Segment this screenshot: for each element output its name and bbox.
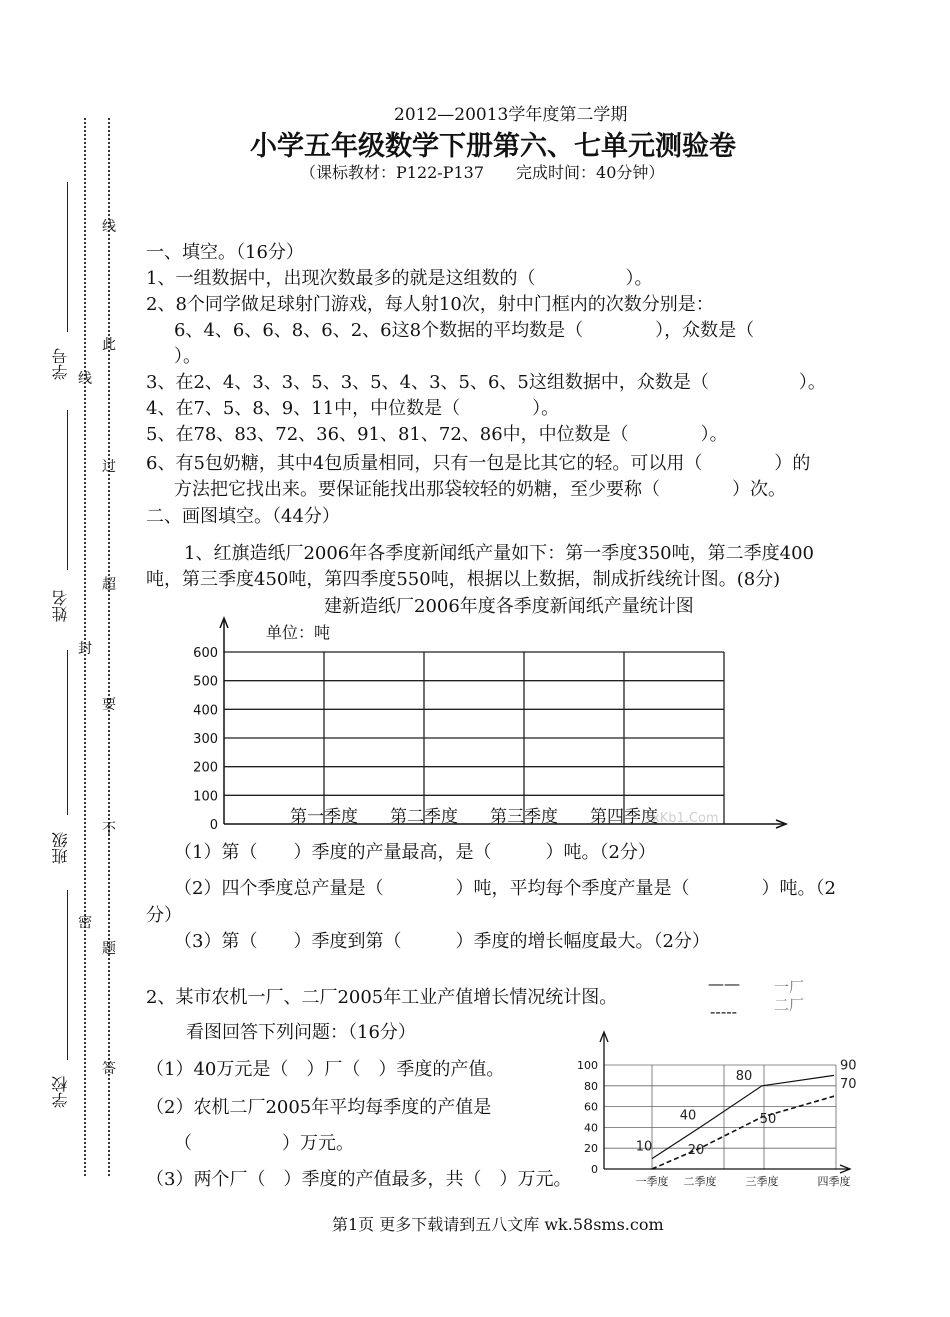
question-2-line3: ）。	[174, 346, 201, 367]
chart2-category-label: 二季度	[683, 1175, 717, 1188]
chart1-title: 建新造纸厂2006年度各季度新闻纸产量统计图	[324, 596, 694, 617]
legend-dashed-sample: -----	[710, 1002, 738, 1021]
question-3: 3、在2、4、3、3、5、3、5、4、3、5、6、5这组数据中，众数是（ ）。	[146, 372, 826, 393]
chart2-data-label: 20	[687, 1143, 705, 1159]
field-line	[67, 182, 68, 332]
margin-hint: 超	[102, 577, 116, 593]
chart1-y-tick: 500	[193, 674, 218, 690]
seal-hint: 封	[78, 641, 92, 657]
problem-2-question-1: （1）40万元是（ ）厂（ ）季度的产值。	[146, 1059, 505, 1080]
chart2-y-tick: 80	[584, 1079, 598, 1093]
problem-2-intro: 2、某市农机一厂、二厂2005年工业产值增长情况统计图。	[146, 987, 618, 1008]
problem-2-instruction: 看图回答下列问题：（16分）	[186, 1022, 416, 1043]
chart1-category-label: 第一季度	[290, 807, 358, 827]
chart2-data-label: 70	[840, 1077, 857, 1093]
seal-hint: 密	[78, 915, 92, 931]
field-line	[67, 890, 68, 1060]
problem-2-question-2-line2: （ ）万元。	[174, 1133, 354, 1154]
problem-1-question-2-line2: 分）	[146, 905, 182, 926]
chart2-y-tick: 60	[584, 1100, 598, 1114]
margin-hint: 不	[102, 821, 116, 837]
chart2-y-tick-labels	[577, 1059, 598, 1176]
question-2-line1: 2、8个同学做足球射门游戏，每人射10次，射中门框内的次数分别是：	[146, 294, 714, 315]
chart2-y-tick: 40	[584, 1121, 598, 1135]
chart1-y-tick: 300	[193, 732, 218, 747]
question-2-line2: 6、4、6、6、8、6、2、6这8个数据的平均数是（ ），众数是（	[174, 320, 755, 341]
chart2-series	[636, 1058, 857, 1169]
section2-heading: 二、画图填空。（44分）	[146, 506, 340, 527]
name-label: 姓名	[51, 590, 70, 622]
question-1: 1、一组数据中，出现次数最多的就是这组数的（ ）。	[146, 268, 653, 289]
legend-label-factory-2: 二厂	[774, 996, 805, 1014]
chart2-data-label: 50	[759, 1112, 777, 1127]
chart2-y-tick: 0	[591, 1163, 598, 1176]
field-line	[67, 650, 68, 815]
problem-1-question-1: （1）第（ ）季度的产量最高，是（ ）吨。（2分）	[174, 842, 656, 863]
problem-1-question-3: （3）第（ ）季度到第（ ）季度的增长幅度最大。（2分）	[174, 931, 710, 952]
exam-subtitle: （课标教材：P122-P137 完成时间：40分钟）	[300, 163, 665, 182]
question-4: 4、在7、5、8、9、11中，中位数是（ ）。	[146, 398, 560, 419]
student-id-label: 学号	[51, 348, 70, 380]
question-6-line2: 方法把它找出来。要保证能找出那袋较轻的奶糖，至少要称（ ）次。	[174, 479, 786, 500]
chart2-category-label: 一季度	[635, 1175, 669, 1188]
factory-output-line-chart	[560, 1030, 860, 1190]
margin-hint: 此	[102, 337, 116, 353]
question-6-line1: 6、有5包奶糖，其中4包质量相同，只有一包是比其它的轻。可以用（ ）的	[146, 453, 811, 474]
chart2-y-tick: 20	[584, 1142, 598, 1156]
chart1-y-tick: 200	[193, 760, 218, 776]
chart1-y-tick: 0	[209, 818, 218, 833]
margin-hint: 过	[102, 459, 116, 475]
problem-1-line2: 吨，第三季度450吨，第四季度550吨，根据以上数据，制成折线统计图。(8分)	[146, 569, 781, 590]
problem-1-line1: 1、红旗造纸厂2006年各季度新闻纸产量如下：第一季度350吨，第二季度400	[184, 543, 814, 564]
chart2-y-tick: 100	[577, 1059, 598, 1072]
chart1-category-label: 第二季度	[390, 807, 458, 827]
chart2-data-label: 90	[840, 1058, 857, 1074]
chart1-grid	[224, 652, 724, 824]
chart2-category-labels	[636, 1174, 851, 1188]
inner-dotted-line	[108, 118, 110, 1176]
chart1-y-tick: 600	[193, 646, 218, 661]
chart1-category-label: 第三季度	[490, 807, 558, 827]
chart2-category-label: 三季度	[745, 1175, 779, 1188]
chart2-data-label: 40	[679, 1108, 697, 1124]
margin-hint: 答	[102, 1061, 116, 1077]
chart1-y-tick: 100	[193, 789, 218, 805]
exam-title: 小学五年级数学下册第六、七单元测验卷	[250, 131, 736, 162]
section1-heading: 一、填空。（16分）	[146, 242, 304, 263]
chart1-y-tick-labels	[193, 646, 218, 833]
chart1-category-label: 第四季度	[590, 807, 658, 827]
term-line: 2012—20013学年度第二学期	[394, 105, 628, 125]
factory-2-line	[652, 1096, 834, 1169]
problem-1-question-2-line1: （2）四个季度总产量是（ ）吨，平均每个季度产量是（ ）吨。（2	[174, 878, 836, 899]
legend-label-factory-1: 一厂	[774, 978, 805, 996]
chart2-data-label: 10	[635, 1139, 653, 1155]
school-label: 学校	[51, 1076, 70, 1108]
page-footer: 第1页 更多下载请到五八文库 wk.58sms.com	[332, 1215, 664, 1234]
question-5: 5、在78、83、72、36、91、81、72、86中，中位数是（ ）。	[146, 424, 728, 445]
chart1-unit-label: 单位：吨	[266, 623, 331, 642]
margin-hint: 题	[102, 941, 116, 957]
chart1-axes	[220, 618, 786, 828]
seal-hint: 线	[78, 371, 92, 387]
chart2-data-label: 80	[735, 1068, 753, 1084]
chart1-y-tick: 400	[193, 703, 218, 719]
field-line	[67, 410, 68, 570]
watermark: xKb1.Com	[652, 811, 719, 826]
class-label: 班级	[51, 832, 70, 864]
problem-2-question-3: （3）两个厂（ ）季度的产值最多，共（ ）万元。	[146, 1169, 572, 1190]
margin-hint: 要	[102, 697, 116, 713]
production-line-chart	[170, 612, 800, 842]
legend-solid-sample: ——	[708, 974, 740, 993]
chart2-category-label: 四季度	[817, 1175, 851, 1188]
problem-2-question-2-line1: （2）农机二厂2005年平均每季度的产值是	[146, 1097, 492, 1118]
margin-hint: 线	[102, 219, 116, 235]
